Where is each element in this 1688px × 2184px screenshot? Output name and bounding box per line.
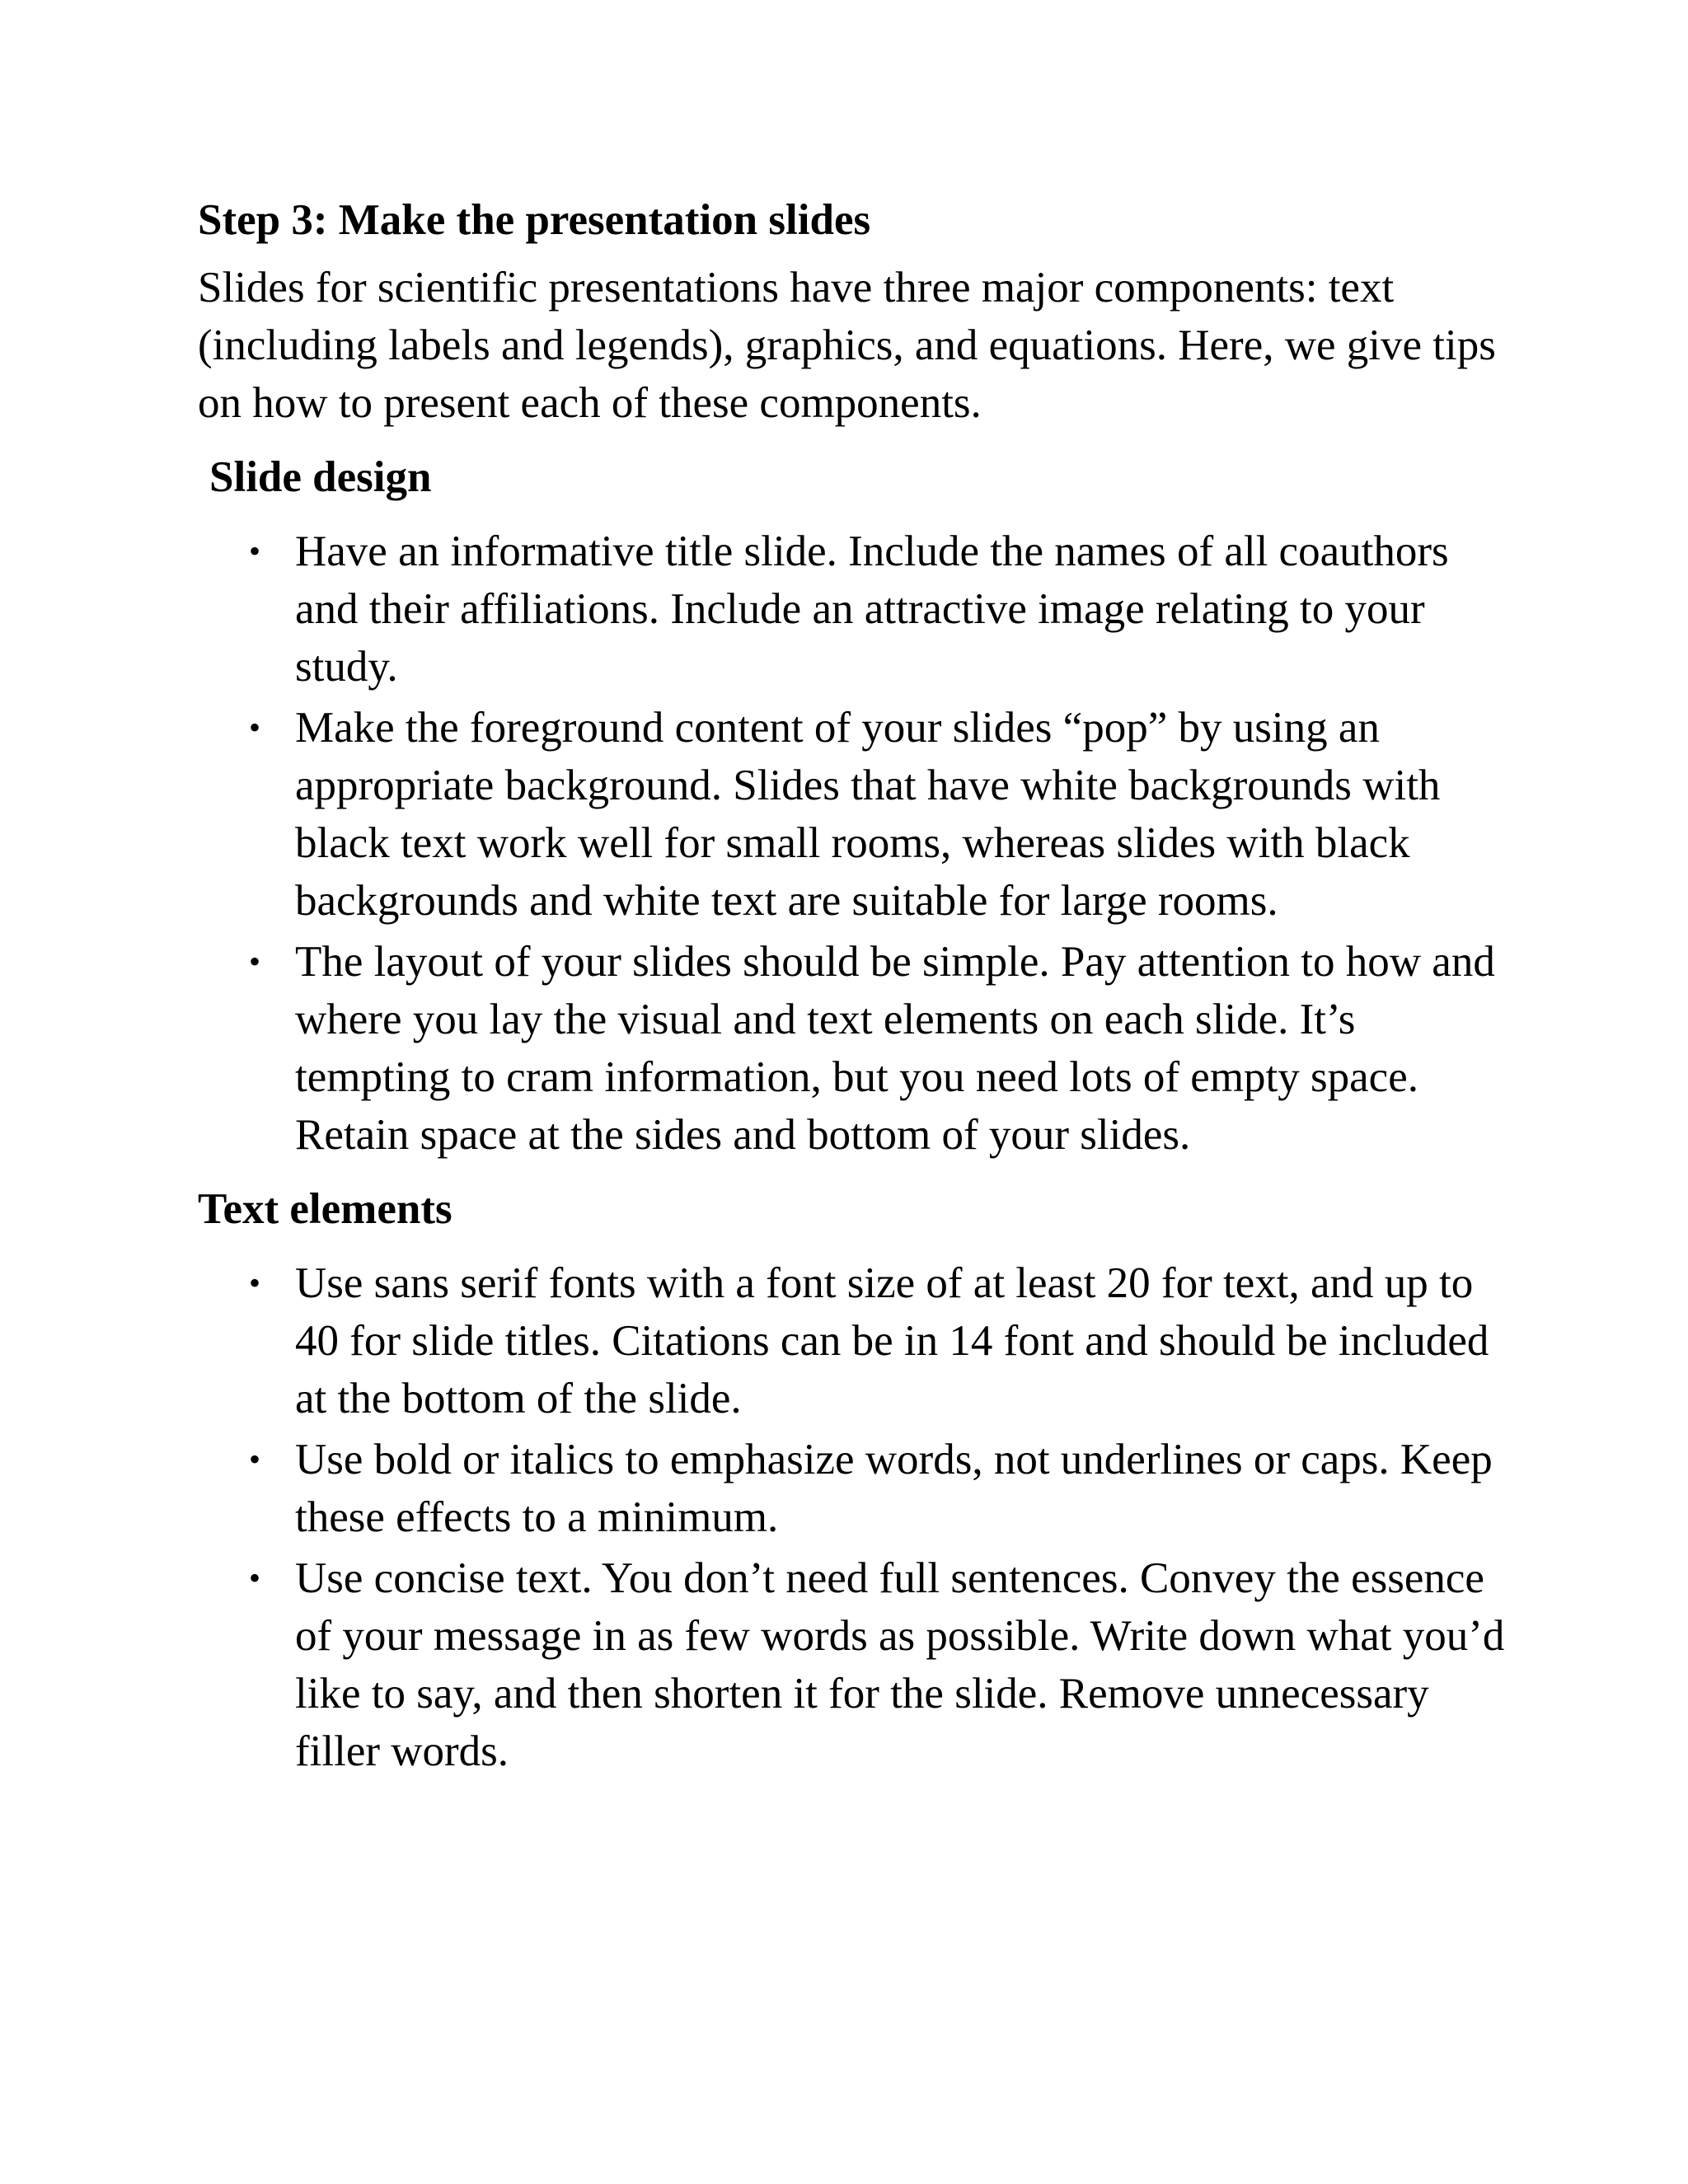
list-item-text: Use bold or italics to emphasize words, not underlines or caps. Keep these effects to a minimum. [295, 1436, 1493, 1541]
document-page [198, 191, 1517, 1783]
bullet-icon: • [249, 943, 261, 980]
list-item [198, 933, 1517, 1164]
bullet-icon: • [249, 1559, 261, 1596]
bullet-icon: • [249, 1264, 261, 1301]
section-heading-slide-design: Slide design [209, 453, 432, 501]
list-item [198, 1254, 1517, 1427]
text-elements-list [198, 1254, 1517, 1780]
list-item [198, 1549, 1517, 1780]
intro-paragraph: Slides for scientific presentations have three major components: text (including labels and legends), graphics, and equations. Here, we give tips on how to present each of these components. [198, 264, 1496, 427]
list-item [198, 1431, 1517, 1546]
list-item-text: The layout of your slides should be simple. Pay attention to how and where you lay the visual and text elements on each slide. It’s tempting to cram information, but you need lots of empty space. Retain space at the sides and bottom of your slides. [295, 938, 1495, 1159]
bullet-icon: • [249, 709, 261, 746]
bullet-icon: • [249, 532, 261, 569]
list-item-text: Make the foreground content of your slides “pop” by using an appropriate background. Slides that have white backgrounds with black text work well for small rooms, whereas slides with black backgrounds and white text are suitable for large rooms. [295, 704, 1441, 925]
list-item [198, 699, 1517, 930]
step-heading: Step 3: Make the presentation slides [198, 196, 871, 244]
slide-design-list [198, 523, 1517, 1164]
bullet-icon: • [249, 1441, 261, 1478]
list-item-text: Use concise text. You don’t need full sentences. Convey the essence of your message in as few words as possible. Write down what you’d like to say, and then shorten it for the slide. Remove unnecessary filler words. [295, 1554, 1505, 1775]
list-item [198, 523, 1517, 696]
section-heading-text-elements: Text elements [198, 1185, 452, 1233]
list-item-text: Have an informative title slide. Include the names of all coauthors and their affiliations. Include an attractive image relating to your study. [295, 527, 1449, 691]
list-item-text: Use sans serif fonts with a font size of at least 20 for text, and up to 40 for slide titles. Citations can be in 14 font and should be included at the bottom of the slide. [295, 1259, 1489, 1422]
